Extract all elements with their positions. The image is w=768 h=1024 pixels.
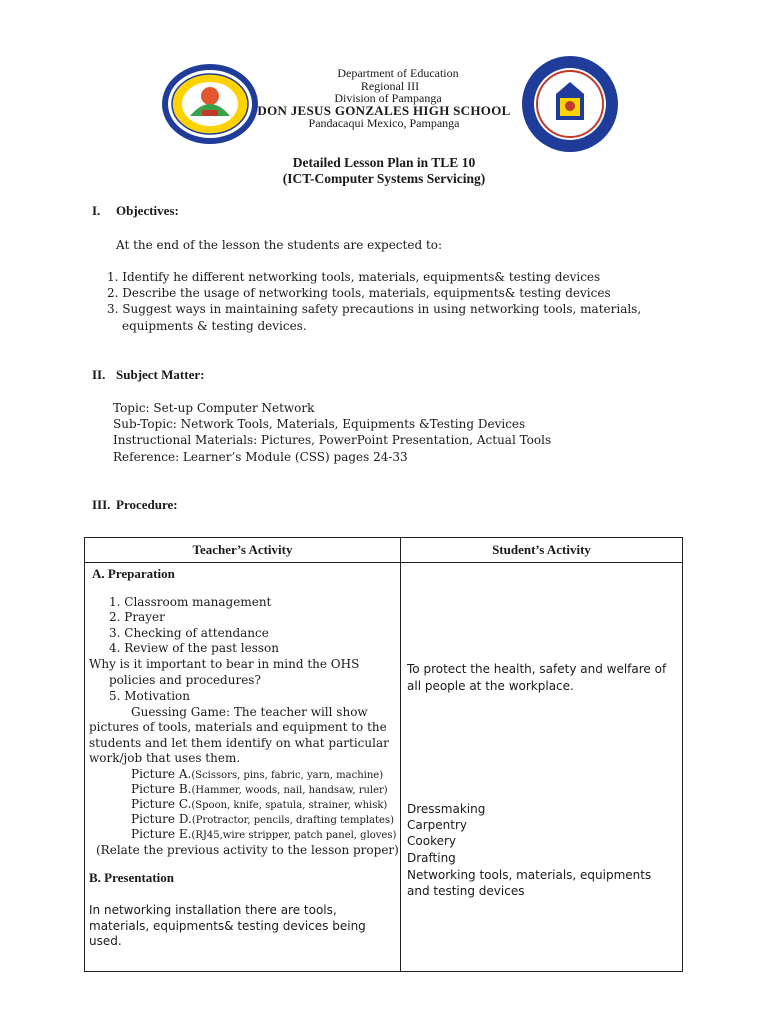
objective-item: 3. Suggest ways in maintaining safety precautions in using networking tools, materials, (107, 302, 642, 316)
header-region: Regional III (360, 79, 420, 93)
student-answer: Drafting (407, 851, 456, 865)
prep-item: 2. Prayer (109, 610, 165, 624)
picture-item: Picture B.(Hammer, woods, nail, handsaw, ruler) (131, 782, 388, 796)
procedure-table (84, 537, 683, 972)
lesson-title: Detailed Lesson Plan in TLE 10 (292, 155, 476, 170)
relate-activity-text: (Relate the previous activity to the lesson proper) (96, 843, 399, 857)
header-division: Division of Pampanga (334, 91, 442, 105)
objective-item: 2. Describe the usage of networking tools, materials, equipments& testing devices (107, 286, 611, 300)
prep-item-motivation: 5. Motivation (109, 689, 190, 703)
procedure-heading: III. Procedure: (92, 497, 178, 512)
subject-subtopic: Sub-Topic: Network Tools, Materials, Equipments &Testing Devices (113, 417, 526, 431)
header-school-name: DON JESUS GONZALES HIGH SCHOOL (257, 103, 511, 118)
picture-item: Picture E.(RJ45,wire stripper, patch panel, gloves) (131, 827, 397, 841)
student-answer: Dressmaking (407, 802, 486, 816)
student-answer: Cookery (407, 834, 457, 848)
student-answer: Carpentry (407, 818, 468, 832)
subject-reference: Reference: Learner’s Module (CSS) pages 24-33 (113, 450, 408, 464)
teacher-activity-header: Teacher’s Activity (85, 538, 401, 563)
subject-matter-heading: II. Subject Matter: (92, 367, 205, 382)
subject-topic: Topic: Set-up Computer Network (113, 401, 315, 415)
presentation-text: materials, equipments& testing devices being (89, 919, 366, 933)
student-answer: and testing devices (407, 884, 525, 898)
presentation-text: used. (89, 934, 122, 948)
header-department: Department of Education (337, 66, 459, 80)
picture-item: Picture A.(Scissors, pins, fabric, yarn, machine) (131, 767, 384, 781)
presentation-heading: B. Presentation (89, 870, 174, 885)
teacher-activity-cell (85, 563, 401, 972)
student-answer: all people at the workplace. (407, 679, 574, 693)
objectives-heading: I. Objectives: (92, 203, 179, 218)
objective-item: 1. Identify he different networking tools, materials, equipments& testing devices (107, 270, 601, 284)
objectives-intro: At the end of the lesson the students are expected to: (116, 238, 443, 252)
guessing-game-text: Guessing Game: The teacher will show (131, 705, 368, 719)
guessing-game-text: students and let them identify on what particular (89, 736, 389, 750)
guessing-game-text: work/job that uses them. (89, 751, 241, 765)
ohs-question: Why is it important to bear in mind the OHS (89, 657, 360, 671)
prep-item: 3. Checking of attendance (109, 626, 269, 640)
student-answer: To protect the health, safety and welfare of (407, 662, 667, 676)
subject-materials: Instructional Materials: Pictures, PowerPoint Presentation, Actual Tools (113, 433, 552, 447)
student-activity-header: Student’s Activity (401, 538, 683, 563)
prep-item: 1. Classroom management (109, 595, 272, 609)
presentation-text: In networking installation there are tools, (89, 903, 337, 917)
guessing-game-text: pictures of tools, materials and equipment to the (89, 720, 387, 734)
picture-item: Picture C.(Spoon, knife, spatula, strainer, whisk) (131, 797, 388, 811)
ohs-question-continued: policies and procedures? (109, 673, 261, 687)
objective-item-continued: equipments & testing devices. (122, 319, 307, 333)
prep-item: 4. Review of the past lesson (109, 641, 279, 655)
picture-item: Picture D.(Protractor, pencils, drafting templates) (131, 812, 394, 826)
preparation-heading: A. Preparation (92, 566, 175, 581)
student-activity-cell (401, 563, 683, 972)
header-address: Pandacaqui Mexico, Pampanga (308, 116, 460, 130)
student-answer: Networking tools, materials, equipments (407, 868, 652, 882)
lesson-subtitle: (ICT-Computer Systems Servicing) (282, 171, 486, 186)
